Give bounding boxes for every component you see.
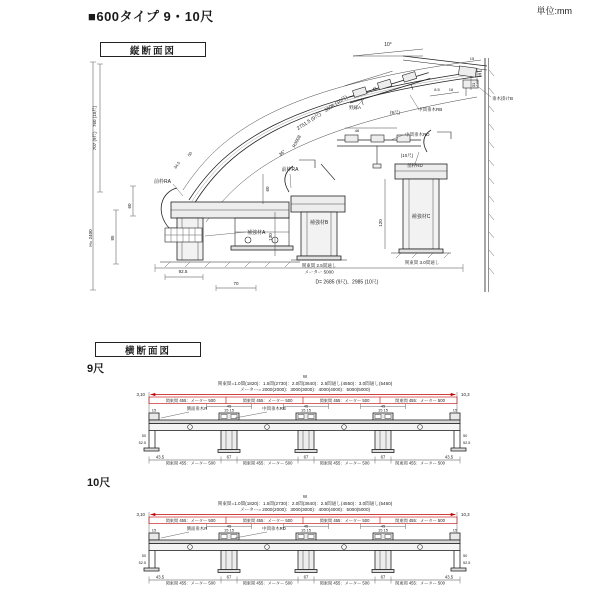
dim-cell-2: 関東間 455：メーター 500	[242, 397, 293, 403]
dim-cell-b3: 関東間 455：メーター 500	[319, 460, 370, 466]
dim-15-right: 15	[452, 407, 458, 413]
dim-67-3: 67	[380, 574, 386, 580]
dim-d-depth: D= 2685 (9尺)、2985 (10尺)	[315, 279, 379, 286]
label-maewaku-rd: 前枠RD	[407, 163, 423, 168]
dim-radius: R3008	[291, 134, 302, 149]
label-kanto-2-5: 関東間 2.5間通し	[301, 263, 337, 268]
dim-52-5-left: 52.5	[138, 441, 146, 445]
dim-cell-b2: 関東間 455：メーター 500	[242, 580, 293, 586]
dim-cell-3: 関東間 455：メーター 500	[319, 517, 370, 523]
label-maewaku-ra-2: 前枠RA	[281, 167, 299, 173]
label-10shaku: (10尺)	[400, 153, 414, 158]
dim-angle-10deg: 10°	[384, 42, 392, 48]
dim-cell-b2: 関東間 455：メーター 500	[242, 460, 293, 466]
dim-w-meter: メーター= 2000(2000)：3000(3000)：4000(4000)：5000(5000)	[239, 507, 371, 512]
dim-15-15-1: 15 15	[223, 527, 235, 533]
dim-3-10: 3,10	[136, 392, 145, 397]
dim-67-2: 67	[303, 574, 309, 580]
dim-52-5-right: 52.5	[463, 441, 471, 445]
label-kanto-3-0: 関東間 3.0間通し	[404, 260, 440, 265]
dim-cell-b4: 関東間 455：メーター 500	[395, 460, 445, 466]
heading-10shaku: 10尺	[87, 477, 111, 489]
longitudinal-section-label: 縦断面図	[100, 42, 206, 57]
dim-angle-36: 36°	[277, 148, 287, 157]
dim-45-2: 45	[303, 403, 309, 409]
dim-67-3: 67	[380, 454, 386, 460]
dim-120: 120	[378, 219, 383, 227]
dim-45-detail: 45	[371, 85, 378, 92]
dim-15-15-2: 15 15	[300, 407, 312, 413]
dim-10-3: 10,3	[461, 512, 470, 517]
dim-52-5-right: 52.5	[463, 561, 471, 565]
dim-707-760: 707 (9尺) 760 (10尺)	[92, 105, 97, 151]
dim-15-15-2: 15 15	[300, 527, 312, 533]
dim-cell-3: 関東間 455：メーター 500	[319, 397, 370, 403]
dim-45-1: 45	[226, 523, 232, 529]
dim-cell-b4: 関東間 455：メーター 500	[395, 580, 445, 586]
dim-50-curve: 50	[186, 150, 194, 158]
dim-cell-4: 関東間 455：メーター 500	[395, 397, 445, 403]
label-meter-5000: メーター 5000	[304, 269, 334, 275]
dim-10-3: 10,3	[461, 392, 470, 397]
dim-70: 70	[233, 281, 239, 286]
dim-67-1: 67	[226, 454, 232, 460]
dim-15-walltop: 15	[469, 56, 475, 61]
dim-60-left: 60	[127, 203, 132, 209]
label-9shaku: (9尺)	[390, 110, 400, 115]
label-tarukikake-b: 垂木掛けB	[492, 96, 514, 101]
dim-cell-1: 関東間 455：メーター 500	[165, 397, 216, 403]
dim-cell-1: 関東間 455：メーター 500	[165, 517, 216, 523]
dim-31: 31	[471, 82, 476, 88]
dim-52-5-left: 52.5	[138, 561, 146, 565]
dim-3-10: 3,10	[136, 512, 145, 517]
label-chukan-taruki: 中間垂木RD	[262, 526, 286, 531]
dim-w-kanto: 関東間=1.0間(1820)：1.5間(2730)：2.0間(3640)：2.5間通し(4550)：3.0間通し(5460)	[217, 501, 393, 506]
dim-h2400: H= 2400	[88, 229, 93, 247]
dim-15-left: 15	[151, 527, 157, 533]
dim-15-left: 15	[151, 407, 157, 413]
dim-cell-b1: 関東間 455：メーター 500	[165, 580, 216, 586]
dim-130: 130	[268, 233, 273, 241]
dim-43-5-right: 43.5	[444, 574, 454, 580]
dim-85: 85	[110, 235, 115, 241]
label-chukan-taruki-rd: 中間垂木RD	[405, 132, 430, 137]
label-hokyozai-b: 補強材B	[309, 220, 329, 226]
dim-56: 56	[477, 72, 482, 78]
dim-43-5-left: 43.5	[155, 454, 165, 460]
dim-43-5-left: 43.5	[155, 574, 165, 580]
dim-w-kanto: 関東間=1.0間(1820)：1.5間(2730)：2.0間(3640)：2.5間通し(4550)：3.0間通し(5460)	[217, 381, 393, 386]
dim-w: W	[302, 374, 308, 379]
dim-15-right: 15	[452, 527, 458, 533]
dim-45-1: 45	[226, 403, 232, 409]
cross-section-9shaku-drawing	[85, 370, 565, 472]
dim-45-3: 45	[380, 523, 386, 529]
dim-46-detail: 46	[354, 128, 360, 133]
dim-16: 16	[448, 87, 454, 92]
dim-50-left: 50	[141, 554, 146, 558]
dim-45-3: 45	[380, 403, 386, 409]
dim-8-5: 8.5	[434, 87, 440, 92]
dim-w-meter: メーター= 2000(2000)：3000(3000)：4000(4000)：5000(5000)	[239, 387, 371, 392]
cross-section-10shaku-drawing	[85, 490, 565, 592]
label-chukan-taruki: 中間垂木RB	[262, 406, 286, 411]
dim-cell-2: 関東間 455：メーター 500	[242, 517, 293, 523]
longitudinal-text-layer	[88, 42, 513, 286]
dim-cell-b1: 関東間 455：メーター 500	[165, 460, 216, 466]
cross-section-label: 横断面図	[95, 342, 201, 357]
dim-67-2: 67	[303, 454, 309, 460]
unit-label: 単位:mm	[536, 6, 572, 16]
dim-50-right: 50	[463, 554, 468, 558]
dim-cell-4: 関東間 455：メーター 500	[395, 517, 445, 523]
dim-50-left: 50	[141, 434, 146, 438]
dim-15-15-3: 15 15	[377, 527, 389, 533]
label-chukan-taruki-rb: 中間垂木RB	[418, 107, 443, 112]
label-hokyozai-a: 補強材A	[247, 230, 266, 236]
label-sokumen-taruki: 側面垂木R	[186, 406, 208, 411]
longitudinal-section-drawing	[85, 40, 585, 300]
page-title: ■600タイプ 9・10尺	[88, 9, 214, 24]
dim-43-5-right: 43.5	[444, 454, 454, 460]
label-maewaku-ra-1: 前枠RA	[154, 179, 171, 185]
dim-67-1: 67	[226, 574, 232, 580]
dim-92-5: 92.5	[178, 269, 188, 274]
dim-15-15-3: 15 15	[377, 407, 389, 413]
dim-arc-length: 2751.5 (9尺) 3006 (10尺)	[295, 94, 349, 132]
dim-50-right: 50	[463, 434, 468, 438]
label-nobuchi-a: 野縁A	[348, 105, 362, 110]
dim-cell-b3: 関東間 455：メーター 500	[319, 580, 370, 586]
dim-w: W	[302, 494, 308, 499]
dim-34-5: 34.5	[172, 160, 182, 170]
label-hokyozai-c: 補強材C	[411, 214, 431, 220]
label-sokumen-taruki: 側面垂木R	[186, 526, 208, 531]
dim-60-mid: 60	[265, 186, 270, 192]
heading-9shaku: 9尺	[87, 363, 105, 375]
dim-45-2: 45	[303, 523, 309, 529]
dim-15-15-1: 15 15	[223, 407, 235, 413]
